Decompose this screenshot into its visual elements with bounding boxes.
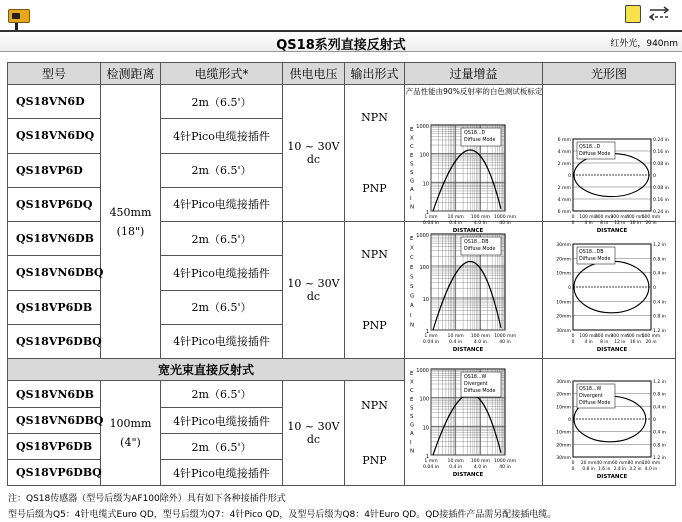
- gain-axis-letter: E: [410, 236, 414, 242]
- output-pnp: PNP: [362, 319, 387, 332]
- legend-text: QS18...D: [579, 145, 601, 150]
- model-cell: QS18VN6DB: [8, 381, 101, 408]
- beam-tick-in: 1.2 in: [653, 380, 666, 385]
- beam-pattern-chart-1: [543, 85, 676, 234]
- beam-tick-in: 0.24 in: [653, 210, 669, 215]
- gain-axis-letter: I: [410, 439, 412, 446]
- output-cell: [345, 85, 405, 222]
- table-header-row: [8, 63, 676, 85]
- beam-tick-in: 0.4 in: [653, 405, 666, 411]
- beam-tick-in: 1.2 in: [653, 243, 666, 248]
- x-tick-mm: 1 mm: [424, 334, 438, 339]
- beam-x-tick-in: 4 in: [584, 340, 593, 345]
- beam-tick-mm: 10mm: [556, 271, 571, 277]
- x-tick-in: 0.4 in: [449, 465, 463, 470]
- beam-tick-in: 0.8 in: [653, 443, 666, 449]
- legend-text: QS18...DB: [579, 250, 604, 255]
- distance-label: DISTANCE: [452, 472, 484, 478]
- output-cell: [345, 222, 405, 359]
- distance-label: DISTANCE: [452, 228, 484, 234]
- beam-x-tick-in: 16 in: [629, 340, 641, 345]
- gain-axis-letter: S: [410, 161, 414, 168]
- voltage-cell: 10 ~ 30V dc: [283, 85, 345, 222]
- beam-x-tick-mm: 400 mm: [626, 334, 645, 339]
- gain-graph-cell-2: [405, 222, 543, 359]
- beam-tick-mm: 0: [568, 286, 571, 291]
- beam-x-tick-mm: 200 mm: [595, 215, 614, 220]
- beam-x-tick-mm: 0: [571, 334, 575, 339]
- gain-tick-label: 1: [425, 454, 429, 460]
- gain-tick-label: 100: [419, 265, 429, 271]
- beam-x-tick-in: 0: [571, 340, 575, 345]
- x-tick-mm: 1 mm: [424, 215, 438, 220]
- beam-x-tick-in: 16 in: [629, 221, 641, 226]
- beam-tick-in: 0.8 in: [653, 314, 666, 320]
- beam-x-tick-in: 8 in: [600, 340, 609, 345]
- legend-text: QS18...W: [579, 387, 602, 392]
- gain-tick-label: 10: [422, 181, 429, 188]
- beam-tick-in: 0.24 in: [653, 138, 669, 143]
- gain-tick-label: 10: [422, 297, 429, 303]
- gain-axis-letter: C: [410, 255, 414, 262]
- beam-x-tick-in: 0.8 in: [582, 467, 595, 472]
- header-cable: 电缆形式*: [161, 63, 283, 85]
- gain-graph-cell-3: [405, 359, 543, 486]
- beam-tick-mm: 4 mm: [557, 150, 571, 155]
- beam-x-tick-in: 20 in: [645, 340, 657, 345]
- model-cell: QS18VP6DBQ: [8, 460, 101, 486]
- beam-tick-mm: 20mm: [556, 392, 571, 398]
- legend-text: Diffuse Mode: [579, 152, 611, 157]
- model-cell: QS18VN6DQ: [8, 119, 101, 153]
- beam-x-tick-mm: 100 mm: [641, 461, 661, 466]
- beam-x-tick-in: 4.0 in: [644, 467, 658, 472]
- range-mm: 450mm: [109, 205, 152, 219]
- light-source-note: 红外光，940nm: [610, 39, 678, 49]
- legend-text: Diffuse Mode: [464, 138, 496, 143]
- legend-text: Diffuse Mode: [579, 257, 611, 262]
- cable-cell: 4针Pico电缆接插件: [161, 187, 283, 221]
- range-cell: [101, 381, 161, 486]
- gain-axis-letter: X: [410, 245, 414, 252]
- cable-cell: 4针Pico电缆接插件: [161, 256, 283, 290]
- beam-tick-mm: 10mm: [556, 405, 571, 411]
- legend-text: QS18...DB: [464, 240, 489, 245]
- x-tick-mm: 1000 mm: [493, 459, 517, 464]
- x-tick-mm: 10 mm: [447, 334, 464, 339]
- distance-label: DISTANCE: [596, 228, 628, 234]
- beam-x-tick-mm: 0: [571, 461, 575, 466]
- beam-tick-mm: 20mm: [556, 443, 571, 449]
- legend-text: Diffuse Mode: [579, 401, 611, 406]
- cable-cell: 2m（6.5'）: [161, 85, 283, 119]
- gain-tick-label: 1000: [416, 368, 429, 374]
- gain-axis-letter: G: [410, 293, 415, 300]
- spec-table: [7, 62, 676, 486]
- header-voltage: 供电电压: [283, 63, 345, 85]
- cable-cell: 4针Pico电缆接插件: [161, 119, 283, 153]
- beam-pattern-chart-3: [543, 359, 676, 485]
- gain-axis-letter: S: [410, 274, 414, 281]
- footnote-1: 注：QS18传感器（型号后缀为AF100除外）具有如下各种接插件形式: [8, 494, 286, 504]
- beam-tick-mm: 30mm: [556, 380, 571, 385]
- beam-tick-mm: 30mm: [556, 329, 571, 334]
- model-cell: QS18VP6DQ: [8, 187, 101, 221]
- header-model: 型号: [8, 63, 101, 85]
- title-bar: [0, 30, 682, 52]
- gain-axis-letter: I: [410, 312, 412, 319]
- gain-axis-letter: S: [410, 170, 414, 176]
- header-output: 输出形式: [345, 63, 405, 85]
- header-beam: 光形图: [543, 63, 676, 85]
- beam-x-tick-in: 4 in: [584, 221, 593, 226]
- legend-text: QS18...W: [464, 375, 487, 380]
- excess-gain-chart-2: [405, 222, 543, 358]
- page-title: QS18系列直接反射式: [276, 38, 406, 53]
- beam-x-tick-mm: 200 mm: [595, 334, 614, 339]
- beam-tick-mm: 6 mm: [557, 210, 571, 215]
- output-pnp: PNP: [362, 454, 387, 467]
- beam-x-tick-in: 3.2 in: [629, 467, 642, 472]
- beam-tick-in: 0: [653, 174, 656, 179]
- reflect-arrows-icon: [648, 6, 670, 22]
- voltage-cell: 10 ~ 30V dc: [283, 381, 345, 486]
- beam-graph-cell-1: [543, 85, 676, 234]
- yellow-light-icon: [625, 5, 641, 23]
- model-cell: QS18VP6DB: [8, 290, 101, 324]
- header-gain: 过量增益: [405, 63, 543, 85]
- beam-x-tick-in: 0: [571, 467, 575, 472]
- beam-x-tick-in: 2.4 in: [613, 467, 626, 472]
- model-cell: QS18VP6DB: [8, 434, 101, 460]
- cable-cell: 2m（6.5'）: [161, 381, 283, 408]
- beam-tick-in: 0.08 in: [653, 186, 669, 191]
- cable-cell: 2m（6.5'）: [161, 434, 283, 460]
- beam-tick-in: 0.8 in: [653, 392, 666, 398]
- model-cell: QS18VN6DBQ: [8, 408, 101, 434]
- gain-axis-letter: E: [410, 264, 414, 271]
- model-cell: QS18VP6DBQ: [8, 324, 101, 358]
- output-npn: NPN: [361, 248, 388, 261]
- x-tick-mm: 100 mm: [470, 215, 490, 220]
- beam-tick-in: 0.16 in: [653, 198, 669, 203]
- beam-tick-mm: 10mm: [556, 300, 571, 306]
- excess-gain-chart-1: [405, 85, 543, 234]
- beam-x-tick-mm: 0: [571, 215, 575, 220]
- range-inch: (18"): [116, 224, 145, 238]
- beam-tick-in: 0.4 in: [653, 430, 666, 436]
- beam-x-tick-mm: 400 mm: [626, 215, 645, 220]
- cable-cell: 4针Pico电缆接插件: [161, 324, 283, 358]
- subsection-title: 宽光束直接反射式: [8, 359, 405, 381]
- beam-tick-in: 1.2 in: [653, 456, 666, 461]
- x-tick-mm: 10 mm: [447, 459, 464, 464]
- model-cell: QS18VN6DBQ: [8, 256, 101, 290]
- table-row: [8, 85, 676, 119]
- x-tick-mm: 1 mm: [424, 459, 438, 464]
- gain-axis-letter: A: [410, 431, 414, 438]
- header-range: 检测距离: [101, 63, 161, 85]
- output-npn: NPN: [361, 399, 388, 412]
- gain-axis-letter: N: [410, 448, 415, 455]
- x-tick-in: 0.04 in: [423, 221, 439, 226]
- beam-x-tick-in: 12 in: [614, 340, 626, 345]
- gain-axis-letter: N: [410, 204, 415, 211]
- gain-axis-letter: S: [410, 405, 414, 412]
- beam-tick-mm: 20mm: [556, 314, 571, 320]
- beam-tick-mm: 6 mm: [557, 138, 571, 143]
- beam-pattern-chart-2: [543, 222, 676, 358]
- beam-tick-in: 0.4 in: [653, 300, 666, 306]
- beam-x-tick-in: 20 in: [645, 221, 657, 226]
- gain-axis-letter: E: [410, 152, 414, 159]
- legend-text: Divergent: [579, 394, 603, 399]
- beam-x-tick-mm: 20 mm: [580, 461, 597, 466]
- gain-axis-letter: E: [410, 396, 414, 403]
- cable-cell: 4针Pico电缆接插件: [161, 408, 283, 434]
- x-tick-in: 0.04 in: [423, 340, 439, 345]
- gain-tick-label: 1000: [416, 233, 429, 239]
- x-tick-mm: 100 mm: [470, 459, 490, 464]
- x-tick-mm: 1000 mm: [493, 334, 517, 339]
- model-cell: QS18VP6D: [8, 153, 101, 187]
- beam-tick-mm: 4 mm: [557, 198, 571, 203]
- gain-axis-letter: A: [410, 187, 414, 194]
- beam-tick-in: 0.16 in: [653, 150, 669, 155]
- legend-text: Diffuse Mode: [464, 247, 496, 252]
- gain-axis-letter: E: [410, 371, 414, 377]
- gain-axis-letter: E: [410, 127, 414, 133]
- legend-text: Divergent: [464, 382, 488, 387]
- beam-tick-in: 0: [653, 418, 656, 423]
- sensor-thumbnail: [6, 3, 36, 33]
- footnote-2: 型号后缀为Q5：4针电缆式Euro QD，型号后缀为Q7：4针Pico QD，及型号后缀为Q8：4针Euro QD。QD接插件产品需另配接插电缆。: [8, 510, 557, 520]
- beam-tick-in: 0.08 in: [653, 162, 669, 167]
- gain-graph-cell-1: [405, 85, 543, 234]
- x-tick-mm: 100 mm: [470, 334, 490, 339]
- beam-x-tick-in: 0: [571, 221, 575, 226]
- gain-axis-letter: S: [410, 414, 414, 420]
- gain-axis-letter: I: [410, 195, 412, 202]
- x-tick-mm: 1000 mm: [493, 215, 517, 220]
- beam-x-tick-mm: 500 mm: [641, 334, 661, 339]
- beam-graph-cell-3: [543, 359, 676, 486]
- gain-axis-letter: G: [410, 422, 415, 429]
- gain-tick-label: 10: [422, 425, 429, 432]
- gain-axis-letter: S: [410, 284, 414, 290]
- distance-label: DISTANCE: [596, 347, 628, 353]
- model-cell: QS18VN6D: [8, 85, 101, 119]
- beam-x-tick-mm: 80 mm: [627, 461, 644, 466]
- beam-tick-mm: 2 mm: [557, 186, 571, 191]
- x-tick-mm: 10 mm: [447, 215, 464, 220]
- beam-x-tick-in: 1.6 in: [598, 467, 611, 472]
- beam-tick-mm: 30mm: [556, 456, 571, 461]
- beam-tick-in: 0: [653, 286, 656, 291]
- beam-tick-mm: 0: [568, 174, 571, 179]
- cable-cell: 2m（6.5'）: [161, 153, 283, 187]
- x-tick-in: 4.0 in: [473, 221, 487, 226]
- gain-tick-label: 1: [425, 329, 429, 335]
- distance-label: DISTANCE: [452, 347, 484, 353]
- beam-x-tick-mm: 100 mm: [579, 215, 598, 220]
- x-tick-in: 4.0 in: [473, 340, 487, 345]
- subsection-row: [8, 359, 676, 381]
- output-cell: [345, 381, 405, 486]
- beam-graph-cell-2: [543, 222, 676, 359]
- range-mm: 100mm: [109, 417, 152, 430]
- beam-tick-in: 1.2 in: [653, 329, 666, 334]
- x-tick-in: 40 in: [499, 465, 511, 470]
- range-cell: [101, 85, 161, 359]
- beam-tick-mm: 0: [568, 418, 571, 423]
- x-tick-in: 4.0 in: [473, 465, 487, 470]
- x-tick-in: 40 in: [499, 340, 511, 345]
- gain-axis-letter: G: [410, 178, 415, 185]
- x-tick-in: 0.4 in: [449, 340, 463, 345]
- gain-tick-label: 1: [425, 210, 429, 216]
- beam-x-tick-in: 12 in: [614, 221, 626, 226]
- range-inch: (4"): [120, 436, 141, 449]
- beam-tick-mm: 30mm: [556, 243, 571, 248]
- gain-axis-letter: C: [410, 144, 414, 151]
- model-cell: QS18VN6DB: [8, 222, 101, 256]
- beam-x-tick-mm: 300 mm: [610, 215, 629, 220]
- gain-axis-letter: X: [410, 135, 414, 142]
- beam-x-tick-mm: 500 mm: [641, 215, 661, 220]
- gain-tick-label: 1000: [416, 124, 429, 130]
- cable-cell: 2m（6.5'）: [161, 222, 283, 256]
- beam-tick-mm: 20mm: [556, 257, 571, 263]
- beam-tick-in: 0.8 in: [653, 257, 666, 263]
- distance-label: DISTANCE: [596, 474, 628, 480]
- beam-x-tick-mm: 60 mm: [612, 461, 628, 466]
- beam-x-tick-in: 8 in: [600, 221, 609, 226]
- output-npn: NPN: [361, 111, 388, 124]
- legend-text: QS18...D: [464, 131, 486, 136]
- output-pnp: PNP: [362, 182, 387, 195]
- graph-note: 产品性能由90%反射率的白色测试板标定: [405, 87, 543, 96]
- gain-tick-label: 100: [419, 396, 429, 403]
- beam-x-tick-mm: 40 mm: [596, 461, 612, 466]
- gain-axis-letter: N: [410, 322, 415, 329]
- beam-x-tick-mm: 100 mm: [579, 334, 598, 339]
- beam-tick-mm: 2 mm: [557, 162, 571, 167]
- cable-cell: 4针Pico电缆接插件: [161, 460, 283, 486]
- legend-text: Diffuse Mode: [464, 389, 496, 394]
- beam-tick-mm: 10mm: [556, 430, 571, 436]
- x-tick-in: 40 in: [499, 221, 511, 226]
- gain-tick-label: 100: [419, 152, 429, 159]
- gain-axis-letter: A: [410, 303, 414, 310]
- gain-axis-letter: C: [410, 388, 414, 395]
- gain-axis-letter: X: [410, 379, 414, 386]
- x-tick-in: 0.4 in: [449, 221, 463, 226]
- excess-gain-chart-3: [405, 359, 543, 485]
- beam-tick-in: 0.4 in: [653, 271, 666, 277]
- beam-x-tick-mm: 300 mm: [610, 334, 629, 339]
- voltage-cell: 10 ~ 30V dc: [283, 222, 345, 359]
- cable-cell: 2m（6.5'）: [161, 290, 283, 324]
- x-tick-in: 0.04 in: [423, 465, 439, 470]
